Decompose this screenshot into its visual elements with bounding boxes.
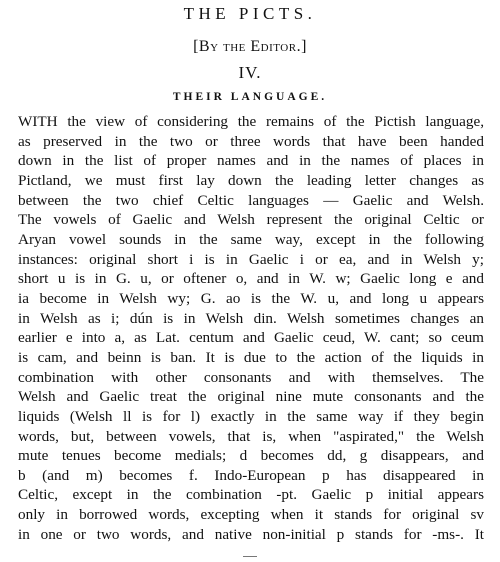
text-line: The vowels of Gaelic and Welsh represent the original Celtic or (18, 211, 484, 229)
text-line: instances: original short i is in Gaelic i or ea, and in Welsh y; (18, 250, 484, 268)
text-line: as preserved in the two or three words that have been handed (18, 132, 484, 150)
body-paragraph (18, 112, 484, 544)
text-line: between the two chief Celtic languages — Gaelic and Welsh. (18, 191, 484, 209)
byline-text: [By the Editor.] (193, 38, 307, 55)
section-subheading: THEIR LANGUAGE. (172, 91, 328, 103)
text-line: b (and m) becomes f. Indo-European p has disappeared in (18, 466, 484, 484)
section-number: IV. (238, 63, 262, 82)
text-line: Pictland, we must first lay down the leading letter changes as (18, 171, 484, 189)
text-line: in one or two words, and native non-initial p stands for -ms-. It (18, 525, 484, 543)
text-line: is cam, and beinn is ban. It is due to the action of the liquids in (18, 348, 484, 366)
text-line: down in the list of proper names and in the names of places in (18, 152, 484, 170)
text-line: WITH the view of considering the remains of the Pictish language, (18, 113, 484, 130)
text-line: short u is in G. u, or oftener o, and in W. w; Gaelic long e and (18, 270, 484, 288)
text-line: ia become in Welsh wy; G. ao is the W. u, and long u appears (18, 289, 484, 307)
text-line: combination with other consonants and with themselves. The (18, 368, 484, 386)
article-title: THE PICTS. (183, 4, 317, 23)
text-line: earlier e into a, as Lat. centum and Gaelic ceud, W. cant; so ceum (18, 329, 484, 347)
text-line: Celtic, except in the combination -pt. Gaelic p initial appears (18, 486, 484, 504)
page-footer-mark (243, 556, 257, 561)
text-line: Aryan vowel sounds in the same way, except in the following (18, 230, 484, 248)
text-line: mute tenues become medials; d becomes dd, g disappears, and (18, 447, 484, 465)
text-line: words, but, between vowels, that is, when "aspirated," the Welsh (18, 427, 484, 445)
text-line: liquids (Welsh ll is for l) exactly in the same way if they begin (18, 407, 484, 425)
text-line: only in borrowed words, excepting when it stands for original sv (18, 506, 484, 524)
text-line: in Welsh as i; dún is in Welsh din. Welsh sometimes changes an (18, 309, 484, 327)
author-byline (0, 38, 500, 56)
text-line: Welsh and Gaelic treat the original nine mute consonants and the (18, 388, 484, 406)
